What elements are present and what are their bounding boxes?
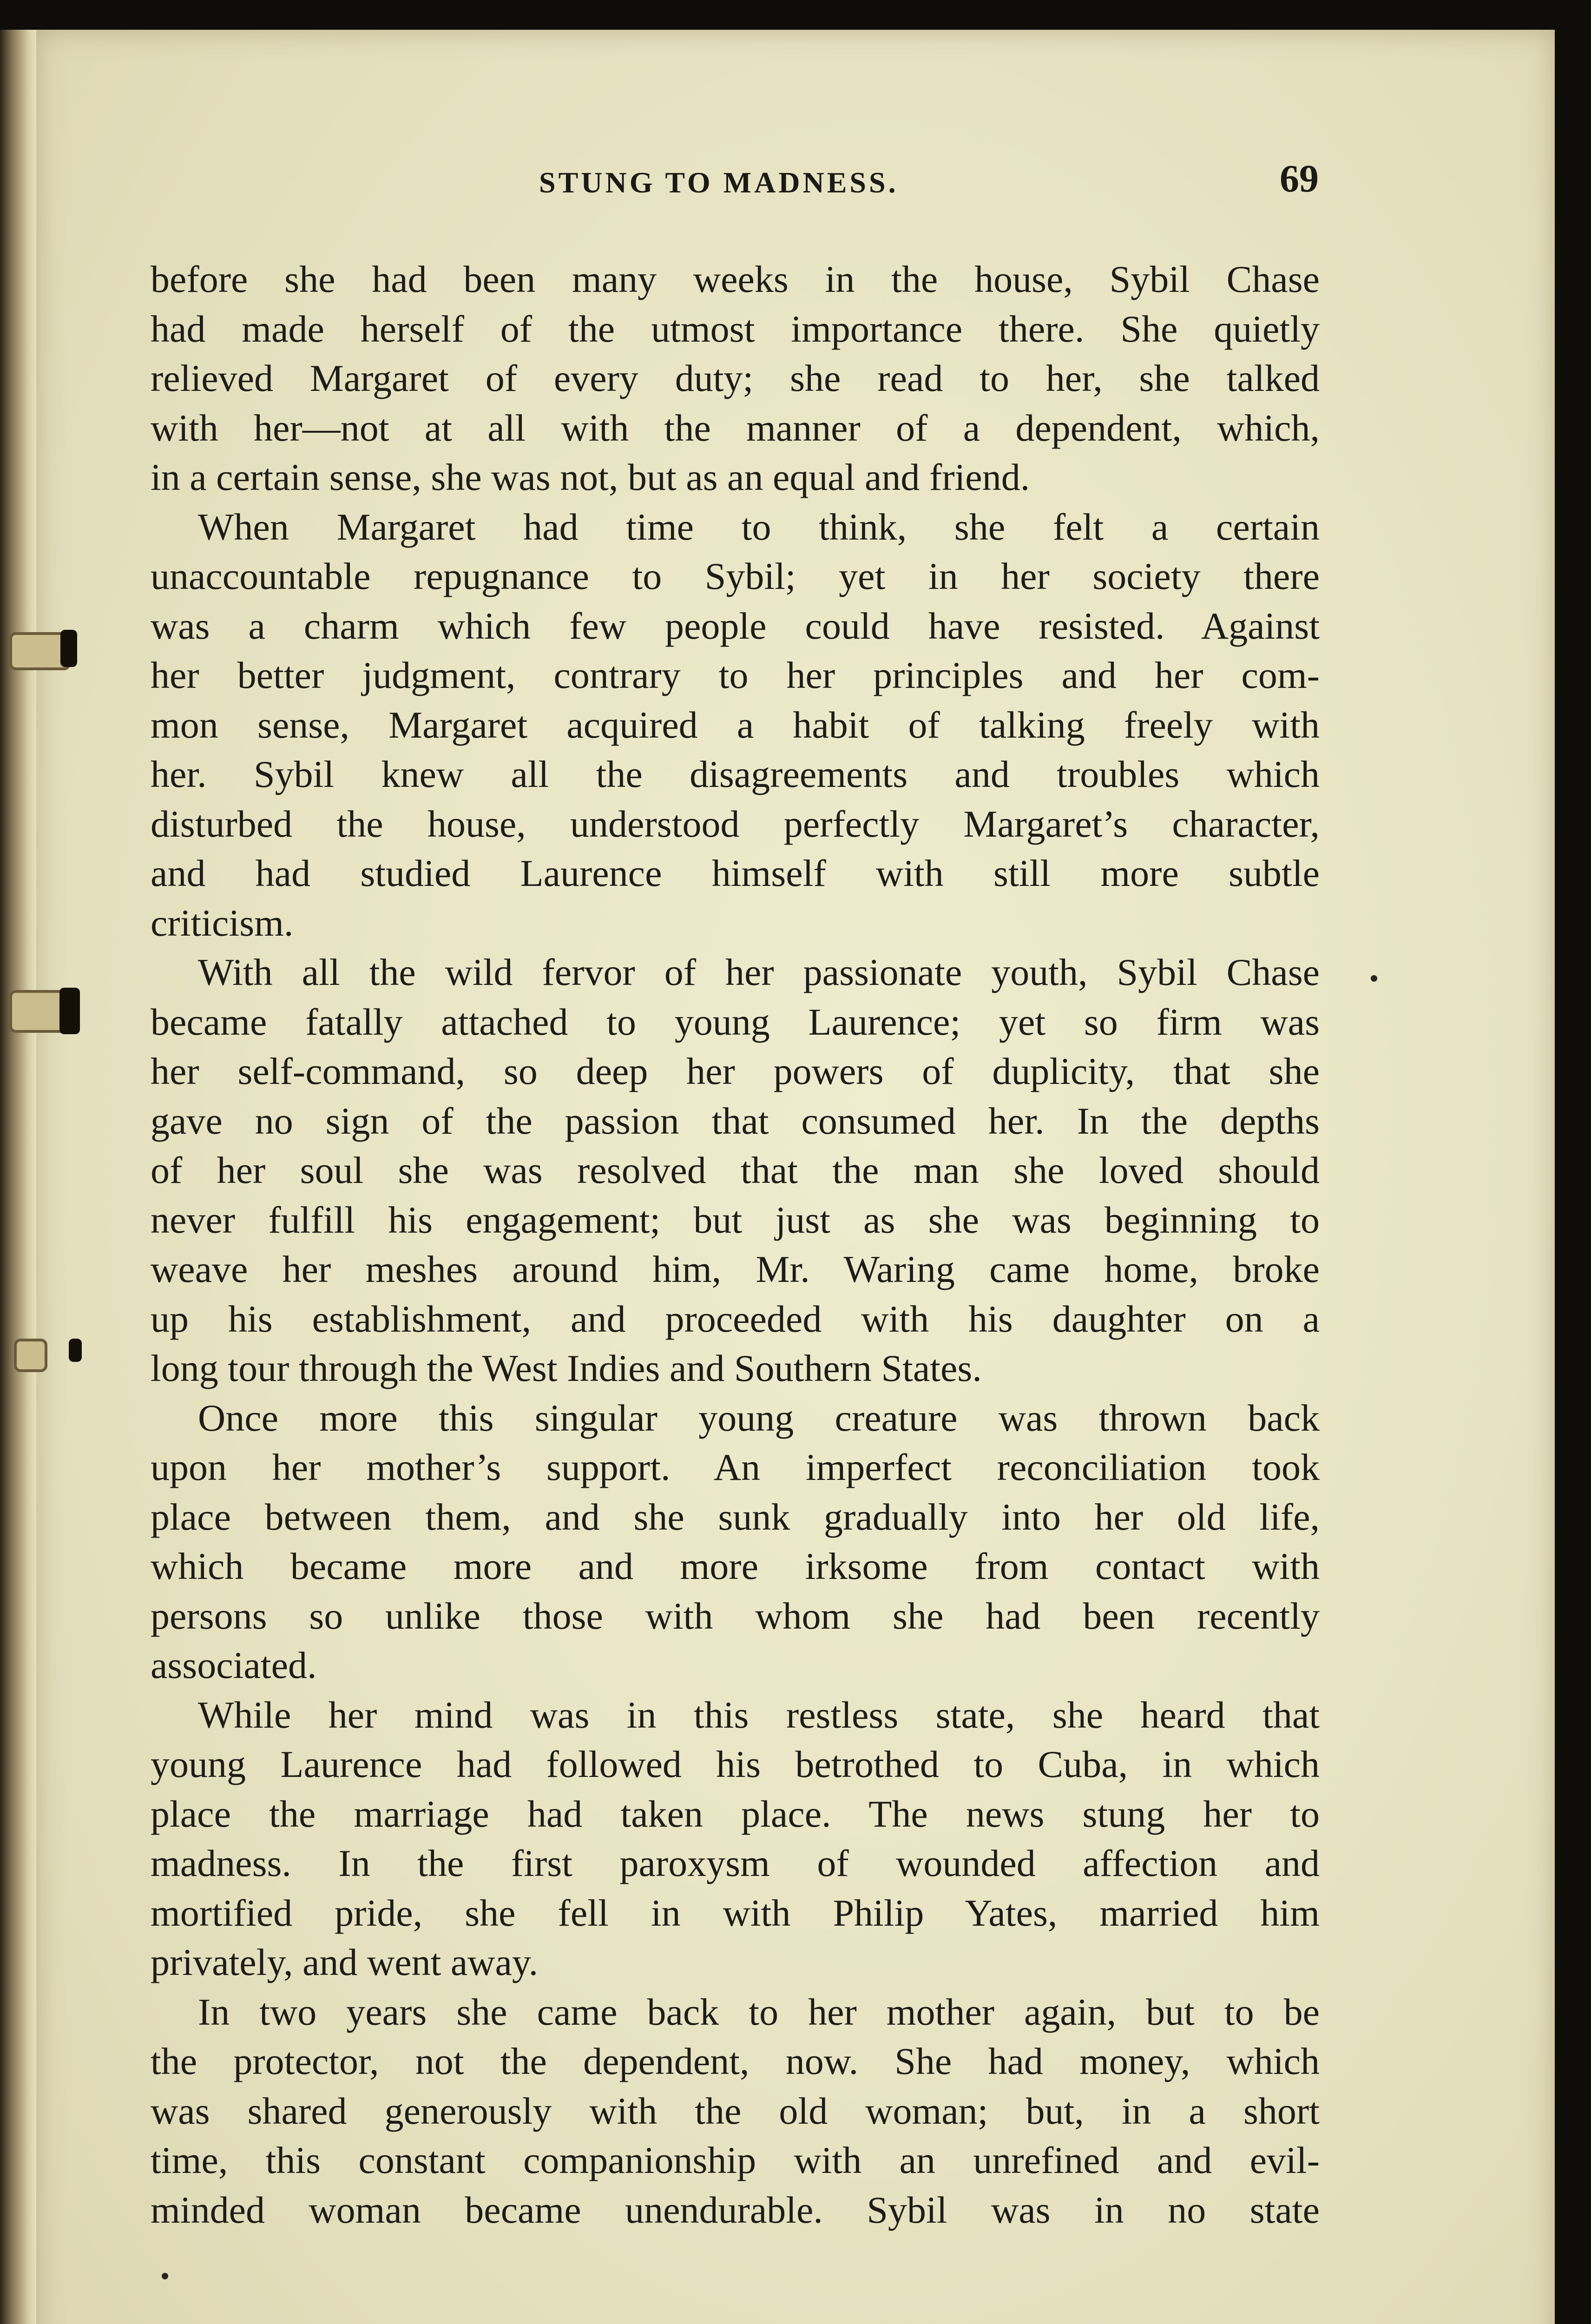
text-line: When Margaret had time to think, she felt a certain [198, 505, 1320, 548]
text-line: madness. In the first paroxysm of wounded affection and [151, 1842, 1320, 1884]
text-line: upon her mother’s support. An imperfect reconciliation took [151, 1446, 1320, 1488]
text-line: before she had been many weeks in the house, Sybil Chase [151, 258, 1320, 300]
text-line: time, this constant companionship with an unrefined and evil- [151, 2139, 1320, 2181]
text-line: With all the wild fervor of her passionate youth, Sybil Chase [198, 951, 1320, 993]
text-line: weave her meshes around him, Mr. Waring came home, broke [151, 1248, 1320, 1290]
binding-hole-top [60, 630, 77, 667]
text-line: never fulfill his engagement; but just as she was beginning to [151, 1198, 1320, 1241]
text-line: the protector, not the dependent, now. She had money, which [151, 2040, 1320, 2082]
text-line: place between them, and she sunk gradually into her old life, [151, 1495, 1320, 1538]
page-speck [162, 2273, 168, 2279]
binding-ring-bottom [14, 1339, 47, 1372]
text-line: disturbed the house, understood perfectly Margaret’s character, [151, 802, 1320, 845]
text-line: up his establishment, and proceeded with his daughter on a [151, 1297, 1320, 1340]
body-text [151, 255, 1320, 2235]
book-spine [0, 30, 36, 2324]
text-line: her. Sybil knew all the disagreements and troubles which [151, 753, 1320, 795]
text-line: criticism. [151, 901, 294, 944]
binding-hole-middle [59, 988, 80, 1034]
text-line: long tour through the West Indies and Southern States. [151, 1347, 982, 1389]
text-line: young Laurence had followed his betrothed to Cuba, in which [151, 1743, 1320, 1785]
text-line: In two years she came back to her mother again, but to be [198, 1990, 1320, 2033]
text-line: Once more this singular young creature was thrown back [198, 1396, 1320, 1439]
text-line: her self-command, so deep her powers of duplicity, that she [151, 1050, 1320, 1092]
text-line: privately, and went away. [151, 1941, 539, 1983]
text-line: minded woman became unendurable. Sybil was in no state [151, 2188, 1320, 2231]
text-line: and had studied Laurence himself with still more subtle [151, 852, 1320, 894]
binding-hole-bottom [69, 1339, 82, 1362]
text-line: place the marriage had taken place. The news stung her to [151, 1792, 1320, 1835]
text-line: While her mind was in this restless state, she heard that [198, 1693, 1320, 1736]
text-line: was a charm which few people could have resisted. Against [151, 604, 1320, 647]
text-line: had made herself of the utmost importance there. She quietly [151, 307, 1320, 350]
text-line: mortified pride, she fell in with Philip Yates, married him [151, 1891, 1320, 1934]
text-line: became fatally attached to young Laurence; yet so firm was [151, 1000, 1320, 1043]
text-line: mon sense, Margaret acquired a habit of talking freely with [151, 703, 1320, 746]
text-line: which became more and more irksome from contact with [151, 1545, 1320, 1587]
text-line: relieved Margaret of every duty; she read to her, she talked [151, 357, 1320, 399]
text-line: persons so unlike those with whom she had been recently [151, 1594, 1320, 1637]
text-line: gave no sign of the passion that consumed her. In the depths [151, 1099, 1320, 1142]
text-line: with her—not at all with the manner of a dependent, which, [151, 406, 1320, 449]
text-line: of her soul she was resolved that the man she loved should [151, 1149, 1320, 1191]
text-line: her better judgment, contrary to her principles and her com- [151, 654, 1320, 696]
text-line: associated. [151, 1644, 317, 1686]
text-line: in a certain sense, she was not, but as an equal and friend. [151, 456, 1030, 498]
text-line: was shared generously with the old woman; but, in a short [151, 2089, 1320, 2132]
running-title: STUNG TO MADNESS. [539, 166, 899, 199]
page-speck [1371, 975, 1377, 982]
text-line: unaccountable repugnance to Sybil; yet in her society there [151, 555, 1320, 597]
page-number: 69 [1280, 157, 1319, 200]
